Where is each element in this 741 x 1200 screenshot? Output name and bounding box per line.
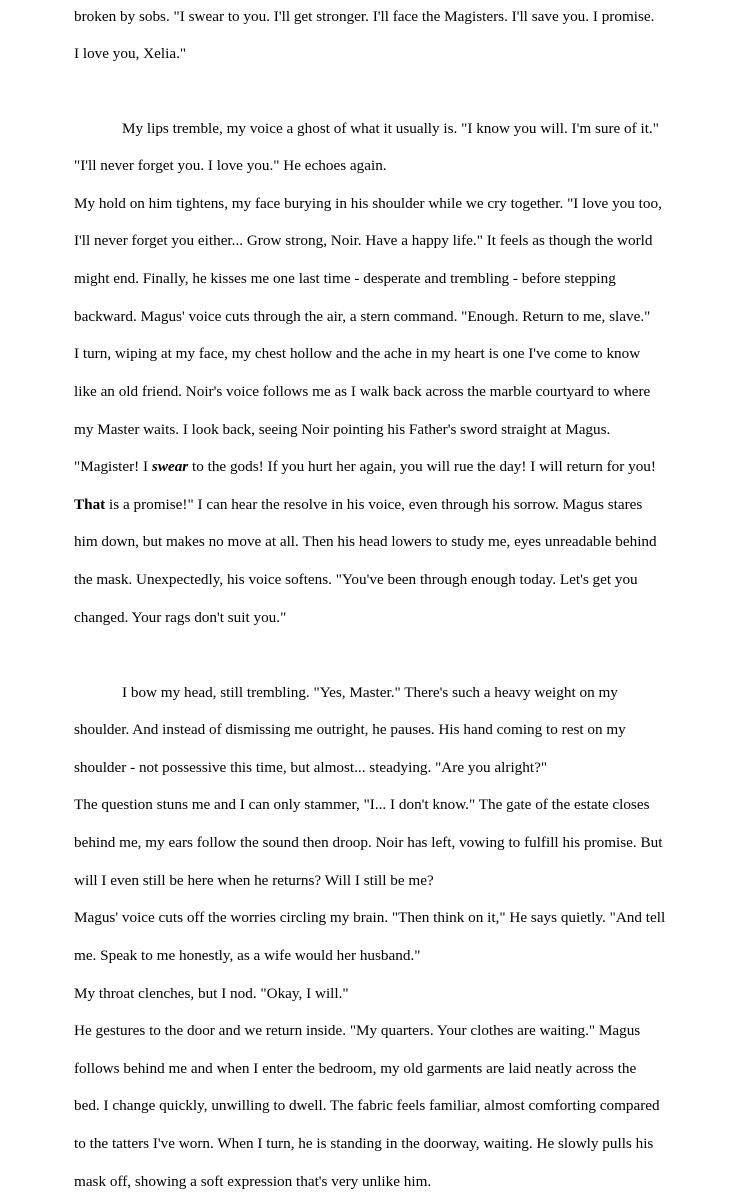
text-line: "I'll never forget you. I love you." He echoes again. — [74, 157, 387, 174]
text-line: I love you, Xelia." — [74, 45, 187, 62]
text-line: him down, but makes no move at all. Then his head lowers to study me, eyes unreadable behind — [74, 533, 657, 550]
text-line: might end. Finally, he kisses me one last time - desperate and trembling - before stepping — [74, 270, 616, 287]
text-segment: "Magister! I — [74, 458, 152, 475]
text-segment: is a promise!" I can hear the resolve in his voice, even through his sorrow. Magus stares — [105, 496, 643, 513]
text-line: like an old friend. Noir's voice follows me as I walk back across the marble courtyard to where — [74, 383, 651, 400]
emphasis-word: swear — [151, 458, 189, 475]
text-line: Magus' voice cuts off the worries circling my brain. "Then think on it," He says quietly. "And tell — [74, 909, 666, 926]
text-line: My throat clenches, but I nod. "Okay, I will." — [74, 985, 349, 1002]
text-line: bed. I change quickly, unwilling to dwell. The fabric feels familiar, almost comforting compared — [74, 1097, 660, 1114]
text-line — [74, 496, 642, 514]
text-segment: to the gods! If you hurt her again, you will rue the day! I will return for you! — [188, 458, 656, 475]
text-line: shoulder - not possessive this time, but almost... steadying. "Are you alright?" — [74, 759, 548, 776]
text-line: My hold on him tightens, my face burying in his shoulder while we cry together. "I love you too, — [74, 195, 662, 212]
bold-word: That — [74, 496, 106, 513]
text-line: mask off, showing a soft expression that's very unlike him. — [74, 1173, 432, 1190]
text-line: The question stuns me and I can only stammer, "I... I don't know." The gate of the estate closes — [74, 796, 650, 813]
text-line: follows behind me and when I enter the bedroom, my old garments are laid neatly across the — [74, 1060, 637, 1077]
text-line: behind me, my ears follow the sound then droop. Noir has left, vowing to fulfill his promise. But — [74, 834, 663, 851]
text-line: my Master waits. I look back, seeing Noir pointing his Father's sword straight at Magus. — [74, 421, 611, 438]
paragraph-first-line: My lips tremble, my voice a ghost of what it usually is. "I know you will. I'm sure of it." — [122, 120, 659, 137]
text-line: me. Speak to me honestly, as a wife would her husband." — [74, 947, 421, 964]
text-line: shoulder. And instead of dismissing me outright, he pauses. His hand coming to rest on my — [74, 721, 626, 738]
text-line: will I even still be here when he returns? Will I still be me? — [74, 872, 434, 889]
text-line: He gestures to the door and we return inside. "My quarters. Your clothes are waiting." Magus — [74, 1022, 641, 1039]
text-line — [74, 458, 656, 476]
text-line: to the tatters I've worn. When I turn, he is standing in the doorway, waiting. He slowly pulls his — [74, 1135, 654, 1152]
text-line: I'll never forget you either... Grow strong, Noir. Have a happy life." It feels as though the world — [74, 232, 653, 249]
text-line: changed. Your rags don't suit you." — [74, 609, 287, 626]
text-line: broken by sobs. "I swear to you. I'll get stronger. I'll face the Magisters. I'll save you. I promise. — [74, 8, 655, 25]
text-line: the mask. Unexpectedly, his voice softens. "You've been through enough today. Let's get you — [74, 571, 638, 588]
text-line: I turn, wiping at my face, my chest hollow and the ache in my heart is one I've come to know — [74, 345, 641, 362]
text-line: backward. Magus' voice cuts through the air, a stern command. "Enough. Return to me, slave." — [74, 308, 651, 325]
paragraph-first-line: I bow my head, still trembling. "Yes, Master." There's such a heavy weight on my — [122, 684, 618, 701]
